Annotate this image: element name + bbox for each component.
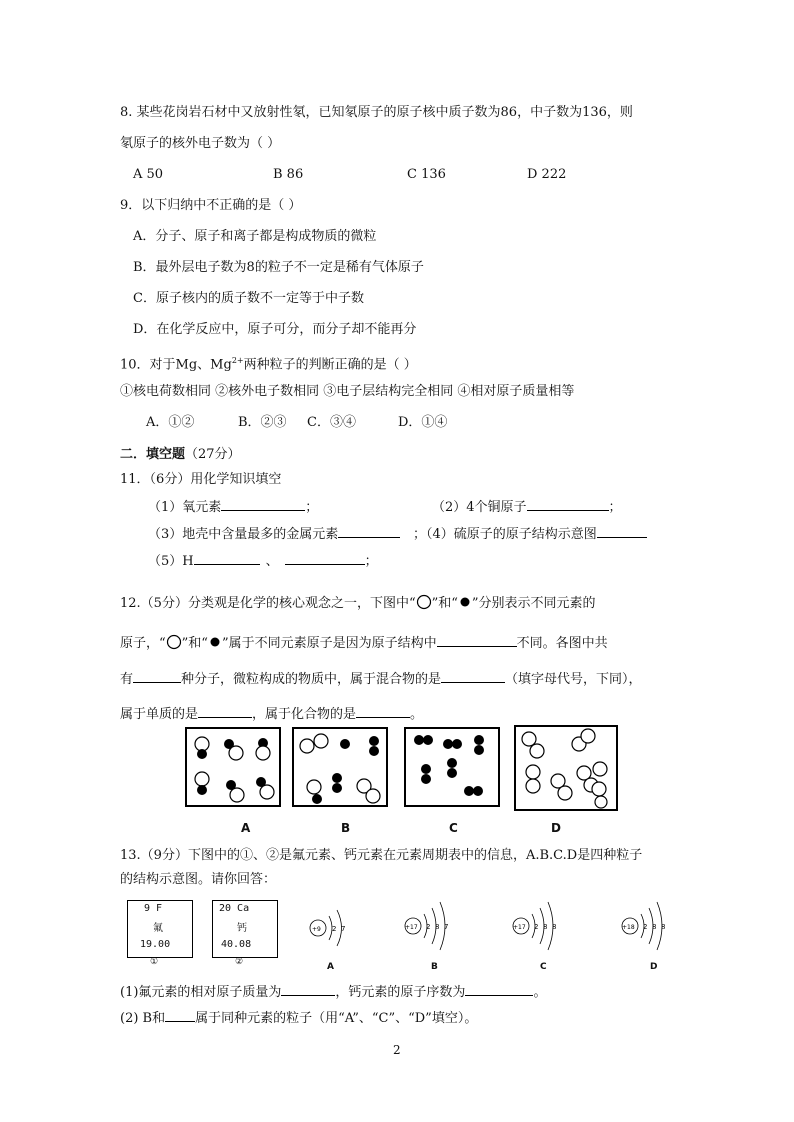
q11-part4-label: ；（4）硫原子的原子结构示意图 <box>413 527 597 542</box>
particle-box-d <box>514 725 618 811</box>
particle-box-d-drawing <box>516 727 616 809</box>
q12-l2b: ”和“ <box>181 636 208 651</box>
tile2-number: ② <box>235 957 244 967</box>
svg-text:8: 8 <box>652 923 657 931</box>
svg-text:2: 2 <box>643 923 648 931</box>
svg-text:+17: +17 <box>513 924 526 931</box>
q12-blank5[interactable] <box>356 705 410 718</box>
particle-box-a-drawing <box>187 729 279 805</box>
q10-stem-a: 10．对于Mg、Mg <box>120 357 232 373</box>
q8-option-b: B 86 <box>273 167 304 182</box>
section-score: （27分） <box>185 447 241 462</box>
atom-diagram-d <box>617 896 687 956</box>
q13-a1a: (1)氟元素的相对原子质量为 <box>120 985 282 1000</box>
q12-l1a: 12.（5分）分类观是化学的核心观念之一，下图中“ <box>120 596 416 611</box>
q12-l4b: ，属于化合物的是 <box>252 707 357 722</box>
atom-diagram-c <box>508 896 578 956</box>
q11-part2 <box>432 498 622 517</box>
q9-option-b: B．最外层电子数为8的粒子不一定是稀有气体原子 <box>133 260 424 275</box>
svg-text:8: 8 <box>552 923 557 931</box>
box-label-a: A <box>241 821 251 835</box>
particle-box-c <box>404 727 500 807</box>
particle-box-b-drawing <box>294 729 386 805</box>
diagram-label-d: D <box>650 962 658 972</box>
box-label-d: D <box>551 821 561 835</box>
tile1-number: ① <box>150 957 159 967</box>
tile1-symbol: 9 F <box>144 903 163 914</box>
q10-facts: ①核电荷数相同 ②核外电子数相同 ③电子层结构完全相同 ④相对原子质量相等 <box>120 384 575 399</box>
diagram-label-a: A <box>327 962 334 972</box>
q8-option-d: D 222 <box>527 167 567 182</box>
q12-blank2[interactable] <box>133 670 181 683</box>
q12-blank1[interactable] <box>437 634 517 647</box>
q10-stem-b: 两种粒子的判断正确的是（ ） <box>243 357 417 373</box>
diagram-label-b: B <box>431 962 438 972</box>
q11-blank6[interactable] <box>285 552 365 565</box>
q12-l2d: 不同。各图中共 <box>516 636 608 651</box>
q9-option-a: A．分子、原子和离子都是构成物质的微粒 <box>133 229 377 244</box>
q11-blank1[interactable] <box>221 498 305 511</box>
q11-semicolon3: ； <box>364 554 378 569</box>
particle-box-a <box>185 727 281 807</box>
box-label-c: C <box>449 821 458 835</box>
q13-a1c: 。 <box>533 985 547 1000</box>
q13-a1b: ，钙元素的原子序数为 <box>335 985 466 1000</box>
svg-text:8: 8 <box>543 923 548 931</box>
particle-box-b <box>292 727 388 807</box>
svg-text:+17: +17 <box>405 924 418 931</box>
particle-box-c-drawing <box>406 729 498 805</box>
open-circle-icon <box>416 594 432 610</box>
q12-l4c: 。 <box>410 707 424 722</box>
atom-diagram-a <box>305 900 365 956</box>
tile2-mass: 40.08 <box>221 939 252 950</box>
q13-line2: 的结构示意图。请你回答： <box>120 872 277 887</box>
q8-option-a: A 50 <box>133 167 164 182</box>
q11-part2-label: （2）4个铜原子 <box>432 500 527 515</box>
tile2-name: 钙 <box>237 923 247 934</box>
q13-blank3[interactable] <box>165 1009 195 1022</box>
q8-line2: 氡原子的核外电子数为（ ） <box>120 136 281 151</box>
svg-text:7: 7 <box>341 925 346 933</box>
q11-part1-label: （1）氧元素 <box>148 500 222 515</box>
q10-option-a: A．①② <box>146 415 195 430</box>
q13-blank2[interactable] <box>465 983 533 996</box>
filled-circle-icon <box>458 594 472 610</box>
q11-part5 <box>148 552 378 571</box>
section-title <box>120 446 241 464</box>
svg-text:+18: +18 <box>622 924 635 931</box>
q11-part5-label: （5）H <box>148 554 194 569</box>
q12-blank4[interactable] <box>198 705 252 718</box>
q12-line2 <box>120 634 608 653</box>
svg-text:7: 7 <box>444 923 449 931</box>
svg-text:2: 2 <box>332 925 337 933</box>
diagram-label-c: C <box>540 962 547 972</box>
svg-text:2: 2 <box>534 923 539 931</box>
q11-blank4[interactable] <box>597 525 647 538</box>
q12-l2c: ”属于不同元素原子是因为原子结构中 <box>221 636 437 651</box>
q12-l3c: （填字母代号，下同）， <box>505 672 642 687</box>
q12-line1 <box>120 594 596 613</box>
q10-stem <box>120 352 417 374</box>
q9-stem: 9．以下归纳中不正确的是（ ） <box>120 198 302 213</box>
q10-superscript: 2+ <box>231 356 244 365</box>
q13-answer1 <box>120 983 546 1002</box>
box-label-b: B <box>341 821 351 835</box>
q8-option-c: C 136 <box>407 167 446 182</box>
tile2-symbol: 20 Ca <box>219 903 250 914</box>
q9-option-d: D．在化学反应中，原子可分，而分子却不能再分 <box>133 322 417 337</box>
q11-part3 <box>148 525 400 544</box>
section-title-text: 二．填空题 <box>120 447 186 462</box>
q13-a2a: (2) B和 <box>120 1011 166 1026</box>
filled-circle-icon <box>208 634 222 650</box>
q11-blank2[interactable] <box>527 498 609 511</box>
q12-l4a: 属于单质的是 <box>120 707 199 722</box>
element-tile-fluorine <box>127 900 193 958</box>
q9-option-c: C．原子核内的质子数不一定等于中子数 <box>133 291 364 306</box>
tile1-mass: 19.00 <box>140 939 171 950</box>
atom-diagram-b <box>400 896 470 956</box>
q10-option-c: C．③④ <box>307 415 356 430</box>
q13-a2b: 属于同种元素的粒子（用“A”、“C”、“D”填空）。 <box>195 1011 478 1026</box>
q11-blank3[interactable] <box>338 525 400 538</box>
q12-line4 <box>120 705 423 724</box>
q11-stem: 11．（6分）用化学知识填空 <box>120 472 282 487</box>
q12-l3b: 种分子，微粒构成的物质中，属于混合物的是 <box>181 672 442 687</box>
svg-text:8: 8 <box>435 923 440 931</box>
q11-semicolon2: ； <box>608 500 622 515</box>
q11-separator: 、 <box>265 554 279 569</box>
q8-line1: 8. 某些花岗岩石材中又放射性氡，已知氡原子的原子核中质子数为86，中子数为136，则 <box>120 105 633 120</box>
q12-line3 <box>120 670 642 689</box>
q11-part1 <box>148 498 318 517</box>
tile1-name: 氟 <box>153 923 163 934</box>
q11-part3-label: （3）地壳中含量最多的金属元素 <box>148 527 339 542</box>
q10-option-d: D．①④ <box>398 415 448 430</box>
element-tile-calcium <box>212 900 278 958</box>
svg-text:+9: +9 <box>312 926 321 933</box>
q11-part4 <box>413 525 647 544</box>
svg-text:2: 2 <box>426 923 431 931</box>
q10-option-b: B．②③ <box>238 415 287 430</box>
q11-blank5[interactable] <box>194 552 260 565</box>
q11-semicolon1: ； <box>305 500 319 515</box>
q12-blank3[interactable] <box>441 670 505 683</box>
q12-l2a: 原子，“ <box>120 636 166 651</box>
q13-blank1[interactable] <box>281 983 335 996</box>
q12-l1b: ”和“ <box>431 596 458 611</box>
open-circle-icon <box>166 634 182 650</box>
svg-text:8: 8 <box>661 923 666 931</box>
page-number: 2 <box>393 1043 401 1057</box>
q12-l1c: ”分别表示不同元素的 <box>471 596 596 611</box>
q13-line1: 13.（9分）下图中的①、②是氟元素、钙元素在元素周期表中的信息，A.B.C.D是四种粒子 <box>120 848 643 863</box>
q13-answer2 <box>120 1009 477 1028</box>
q12-l3a: 有 <box>120 672 134 687</box>
